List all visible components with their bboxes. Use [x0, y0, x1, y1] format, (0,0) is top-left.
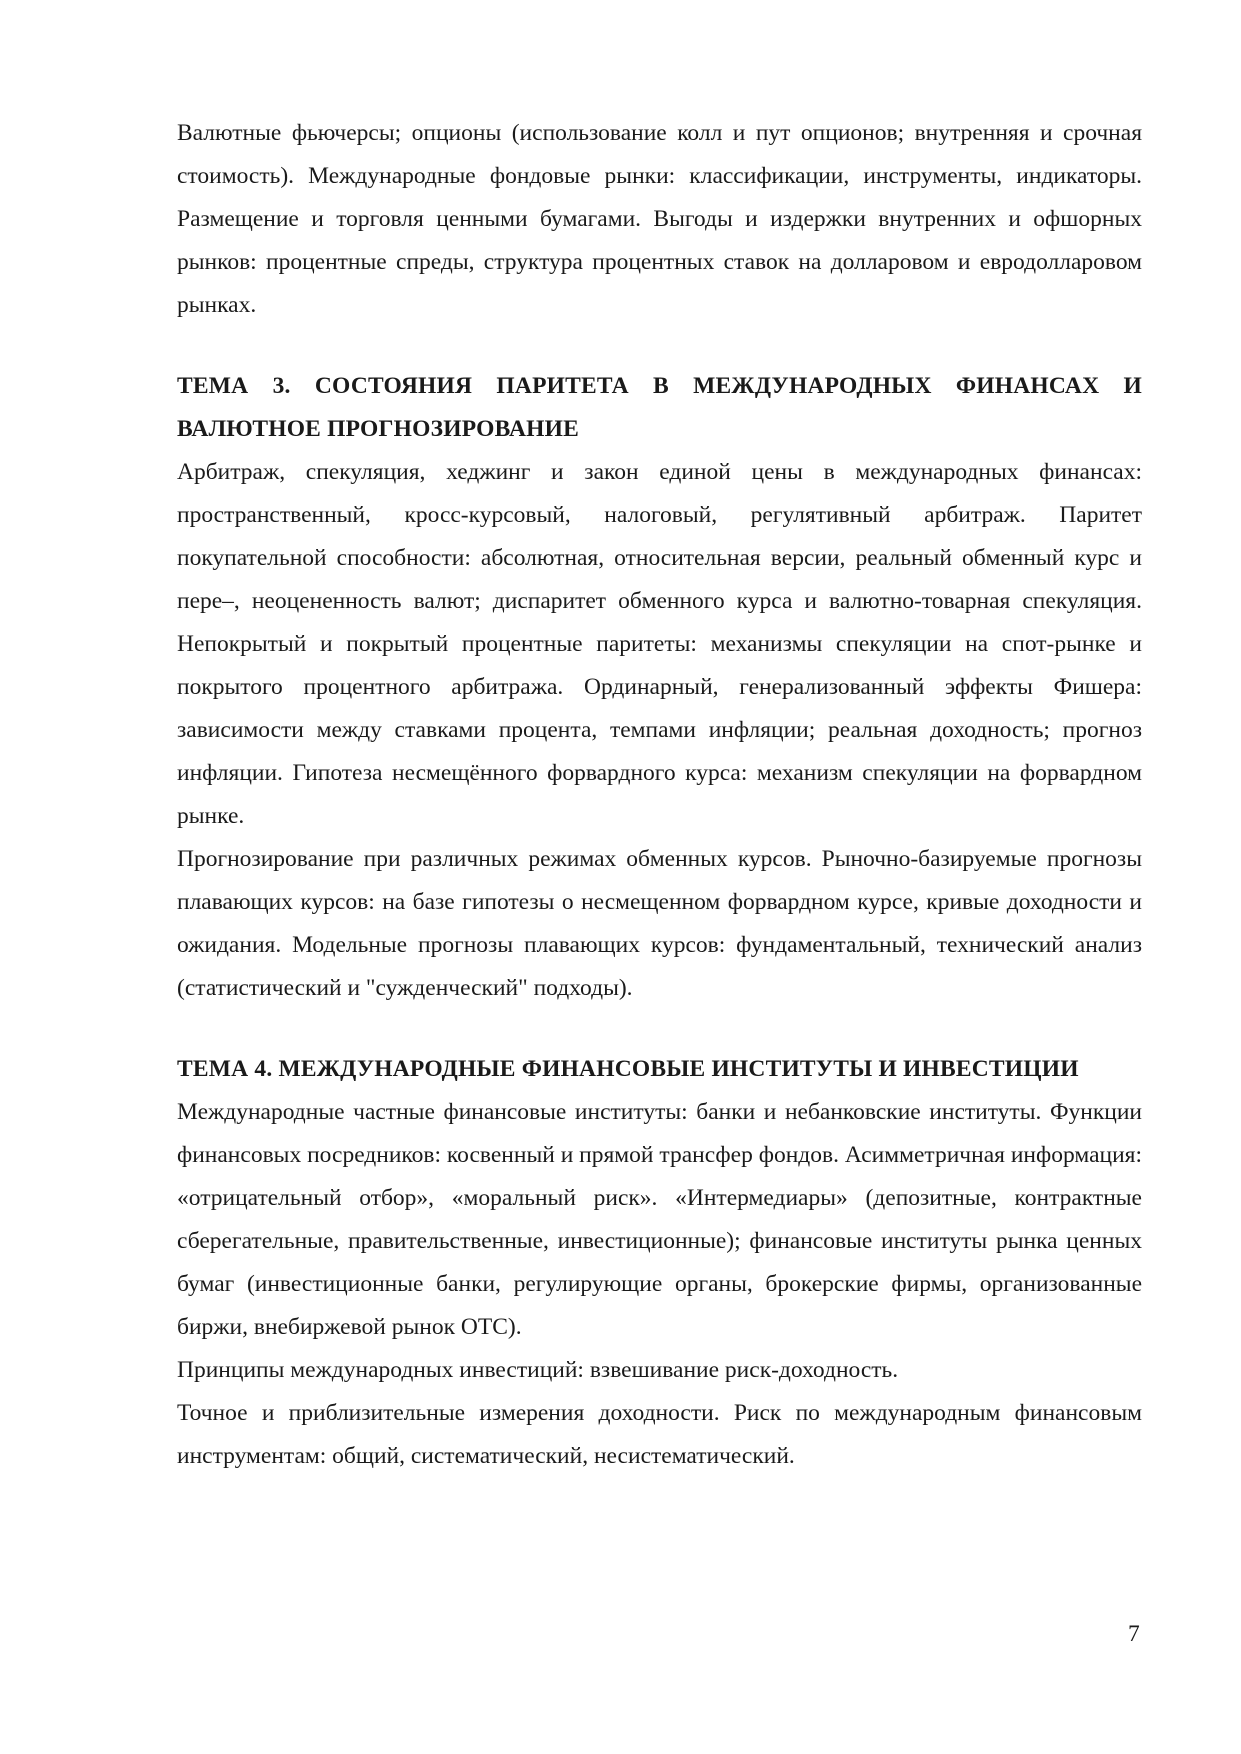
section-heading-topic-4: ТЕМА 4. МЕЖДУНАРОДНЫЕ ФИНАНСОВЫЕ ИНСТИТУТЫ И ИНВЕСТИЦИИ — [177, 1056, 1079, 1082]
topic-3-paragraph-1: Арбитраж, спекуляция, хеджинг и закон единой цены в международных финансах: пространственный, кросс-курсовый, налоговый, регулятивный арбитраж. Паритет покупательной способности: абсолютная, относительная версии, реальный обменный курс и пере–, неоцененность валют; диспаритет обменного курса и валютно-товарная спекуляция. Непокрытый и покрытый процентные паритеты: механизмы спекуляции на спот-рынке и покрытого процентного арбитража. Ординарный, генерализованный эффекты Фишера: зависимости между ставками процента, темпами инфляции; реальная доходность; прогноз инфляции. Гипотеза несмещённого форвардного курса: механизм спекуляции на форвардном рынке. — [177, 459, 1142, 829]
topic-3-paragraph-2: Прогнозирование при различных режимах обменных курсов. Рыночно-базируемые прогнозы плавающих курсов: на базе гипотезы о несмещенном форвардном курсе, кривые доходности и ожидания. Модельные прогнозы плавающих курсов: фундаментальный, технический анализ (статистический и "сужденческий" подходы). — [177, 846, 1142, 1001]
topic-4-paragraph-2: Принципы международных инвестиций: взвешивание риск-доходность. — [177, 1357, 899, 1383]
section-heading-topic-3: ТЕМА 3. СОСТОЯНИЯ ПАРИТЕТА В МЕЖДУНАРОДНЫХ ФИНАНСАХ И ВАЛЮТНОЕ ПРОГНОЗИРОВАНИЕ — [177, 373, 1142, 442]
section-topic-3 — [177, 365, 1142, 1010]
document-body — [177, 112, 1142, 1478]
section-spacer — [177, 1010, 1142, 1048]
topic-4-paragraph-3: Точное и приблизительные измерения доходности. Риск по международным финансовым инструментам: общий, систематический, несистематический. — [177, 1400, 1142, 1469]
intro-paragraph: Валютные фьючерсы; опционы (использование колл и пут опционов; внутренняя и срочная стоимость). Международные фондовые рынки: классификации, инструменты, индикаторы. Размещение и торговля ценными бумагами. Выгоды и издержки внутренних и офшорных рынков: процентные спреды, структура процентных ставок на долларовом и евродолларовом рынках. — [177, 120, 1142, 318]
page-number: 7 — [1128, 1621, 1140, 1647]
section-spacer — [177, 327, 1142, 365]
topic-4-paragraph-1: Международные частные финансовые институты: банки и небанковские институты. Функции финансовых посредников: косвенный и прямой трансфер фондов. Асимметричная информация: «отрицательный отбор», «моральный риск». «Интермедиары» (депозитные, контрактные сберегательные, правительственные, инвестиционные); финансовые институты рынка ценных бумаг (инвестиционные банки, регулирующие органы, брокерские фирмы, организованные биржи, внебиржевой рынок ОТС). — [177, 1099, 1142, 1340]
section-topic-4 — [177, 1048, 1142, 1478]
